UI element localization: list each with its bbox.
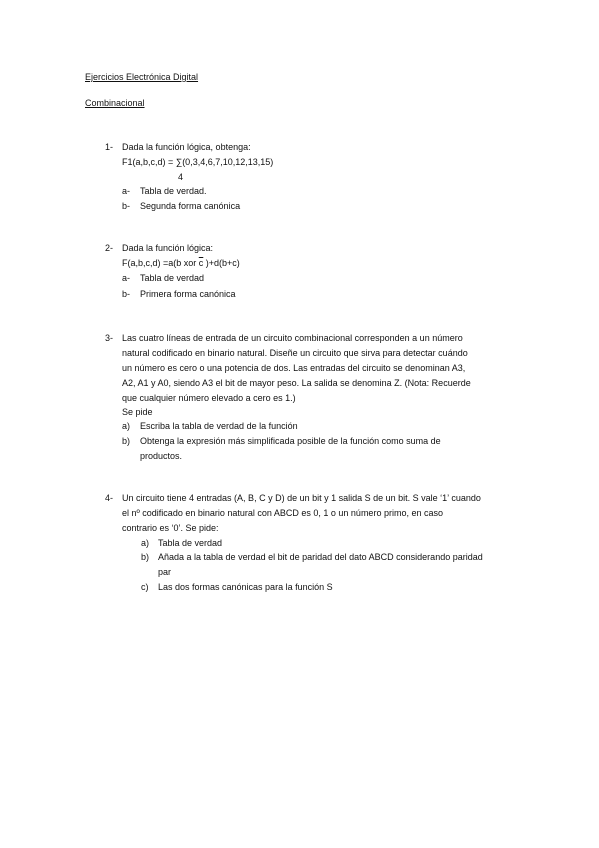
- item-marker: a): [122, 421, 131, 431]
- item-text: Tabla de verdad: [140, 273, 205, 283]
- exercise-number: 1-: [105, 142, 114, 152]
- document-title: Ejercicios Electrónica Digital: [85, 72, 199, 82]
- formula-negated-term: $\overline{c}$: [198, 258, 204, 268]
- item-marker: a-: [122, 186, 131, 196]
- paragraph-line: A2, A1 y A0, siendo A3 el bit de mayor peso. La salida se denomina Z. (Nota: Recuerde: [122, 378, 471, 388]
- exercise-number: 2-: [105, 243, 114, 253]
- paragraph-line: Un circuito tiene 4 entradas (A, B, C y D) de un bit y 1 salida S de un bit. S vale ‘1’ cuando: [122, 493, 481, 503]
- function-formula: [122, 256, 240, 271]
- item-text: Segunda forma canónica: [140, 201, 241, 211]
- item-text: Obtenga la expresión más simplificada posible de la función como suma de: [140, 436, 441, 446]
- function-formula: F1(a,b,c,d) = ∑(0,3,4,6,7,10,12,13,15): [122, 157, 274, 167]
- paragraph-line: natural codificado en binario natural. Diseñe un circuito que sirva para detectar cuándo: [122, 348, 468, 358]
- paragraph-line: que cualquier número elevado a cero es 1.): [122, 393, 296, 403]
- item-marker: b): [122, 436, 131, 446]
- item-marker: a-: [122, 273, 131, 283]
- formula-part: F(a,b,c,d) =a(b xor: [122, 258, 199, 268]
- item-text-continued: par: [158, 567, 172, 577]
- exercise-intro: Dada la función lógica, obtenga:: [122, 142, 251, 152]
- paragraph-line: Las cuatro líneas de entrada de un circuito combinacional corresponden a un número: [122, 333, 463, 343]
- item-text: Las dos formas canónicas para la función S: [158, 582, 333, 592]
- item-marker: b-: [122, 201, 131, 211]
- formula-part: )+d(b+c): [203, 258, 240, 268]
- exercise-intro: Dada la función lógica:: [122, 243, 214, 253]
- item-marker: b): [141, 552, 150, 562]
- paragraph-line: un número es cero o una potencia de dos. Las entradas del circuito se denominan A3,: [122, 363, 466, 373]
- item-marker: c): [141, 582, 149, 592]
- section-heading: Combinacional: [85, 98, 145, 108]
- item-text: Primera forma canónica: [140, 289, 236, 299]
- paragraph-line: contrario es ‘0’. Se pide:: [122, 523, 219, 533]
- item-marker: b-: [122, 289, 131, 299]
- formula-subscript: 4: [178, 172, 184, 182]
- item-marker: a): [141, 538, 150, 548]
- item-text: Escriba la tabla de verdad de la función: [140, 421, 298, 431]
- exercise-number: 4-: [105, 493, 114, 503]
- item-text: Añada a la tabla de verdad el bit de paridad del dato ABCD considerando paridad: [158, 552, 483, 562]
- paragraph-line: el nº codificado en binario natural con ABCD es 0, 1 o un número primo, en caso: [122, 508, 443, 518]
- item-text: Tabla de verdad: [158, 538, 223, 548]
- exercise-number: 3-: [105, 333, 114, 343]
- item-text: Tabla de verdad.: [140, 186, 207, 196]
- item-text-continued: productos.: [140, 451, 183, 461]
- se-pide-label: Se pide: [122, 407, 153, 417]
